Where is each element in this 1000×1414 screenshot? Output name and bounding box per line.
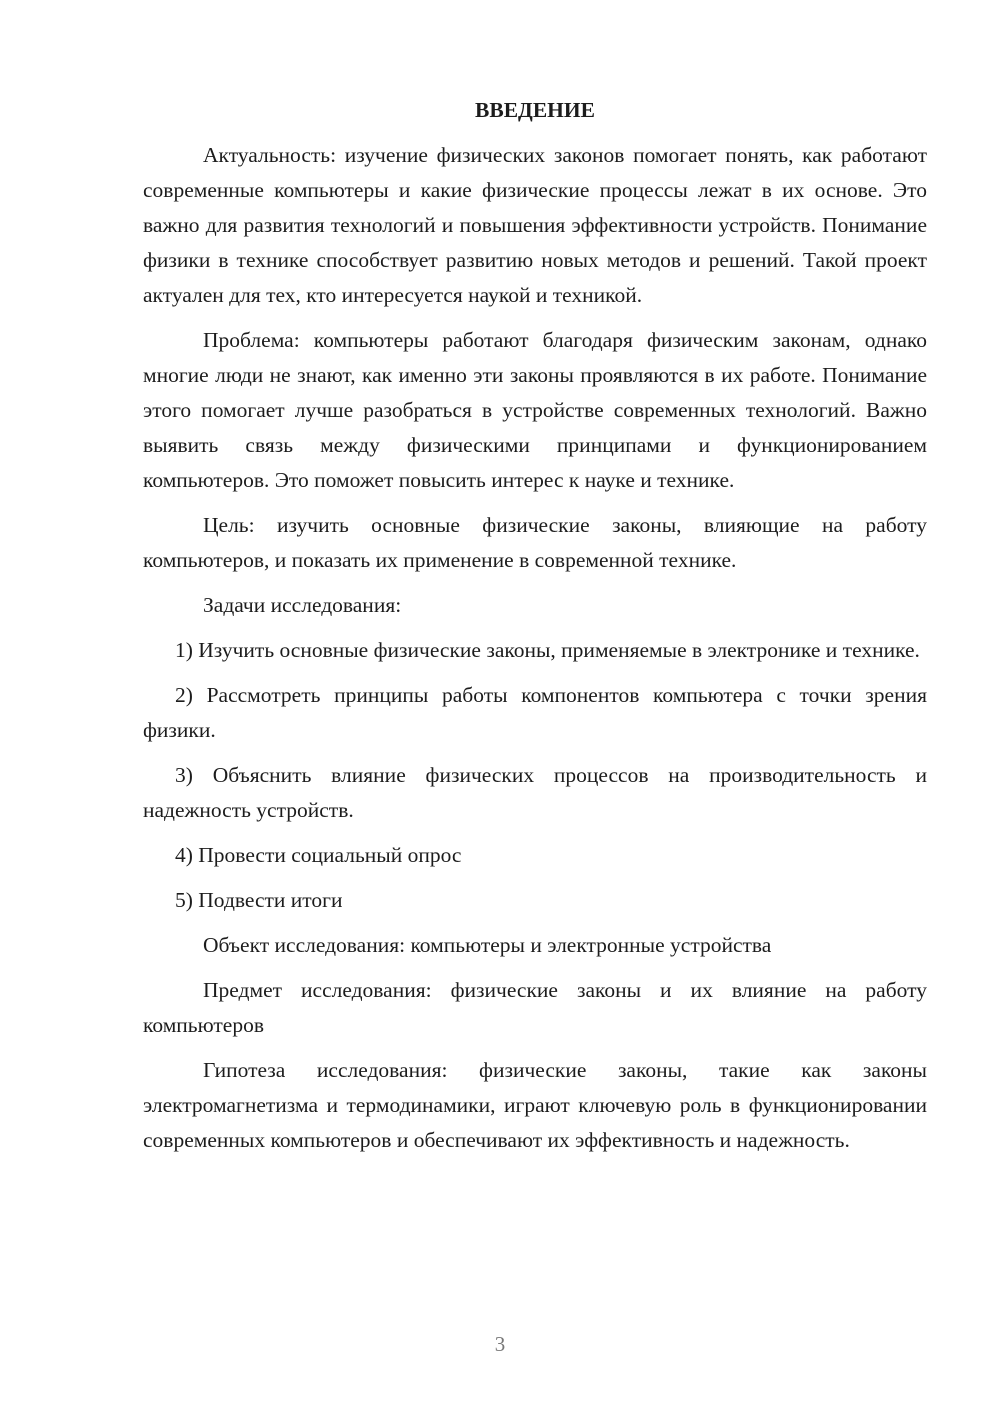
- task-item: 4) Провести социальный опрос: [175, 843, 462, 867]
- page-number: 3: [494, 1332, 506, 1356]
- problem-paragraph: Проблема: компьютеры работают благодаря физическим законам, однако многие люди не знают, как именно эти законы проявляются в их работе. Понимание этого помогает лучше разобраться в устройстве современных технологий. Важно выявить связь между физическими принципами и функционированием компьютеров. Это поможет повысить интерес к науке и технике.: [143, 328, 927, 492]
- tasks-title: Задачи исследования:: [203, 593, 402, 617]
- task-item: 1) Изучить основные физические законы, применяемые в электронике и технике.: [175, 638, 920, 662]
- object-paragraph: Объект исследования: компьютеры и электронные устройства: [203, 933, 772, 957]
- document-body: [143, 93, 927, 1168]
- section-heading: ВВЕДЕНИЕ: [475, 98, 595, 122]
- relevance-paragraph: Актуальность: изучение физических законов помогает понять, как работают современные компьютеры и какие физические процессы лежат в их основе. Это важно для развития технологий и повышения эффективности устройств. Понимание физики в технике способствует развитию новых методов и решений. Такой проект актуален для тех, кто интересуется наукой и техникой.: [143, 143, 927, 307]
- task-item: 3) Объяснить влияние физических процессов на производительность и надежность устройств.: [143, 763, 927, 822]
- task-item: 5) Подвести итоги: [175, 888, 343, 912]
- hypothesis-paragraph: Гипотеза исследования: физические законы, такие как законы электромагнетизма и термодинамики, играют ключевую роль в функционировании современных компьютеров и обеспечивают их эффективность и надежность.: [143, 1058, 927, 1152]
- task-item: 2) Рассмотреть принципы работы компонентов компьютера с точки зрения физики.: [143, 683, 927, 742]
- goal-paragraph: Цель: изучить основные физические законы, влияющие на работу компьютеров, и показать их применение в современной технике.: [143, 513, 927, 572]
- subject-paragraph: Предмет исследования: физические законы и их влияние на работу компьютеров: [143, 978, 927, 1037]
